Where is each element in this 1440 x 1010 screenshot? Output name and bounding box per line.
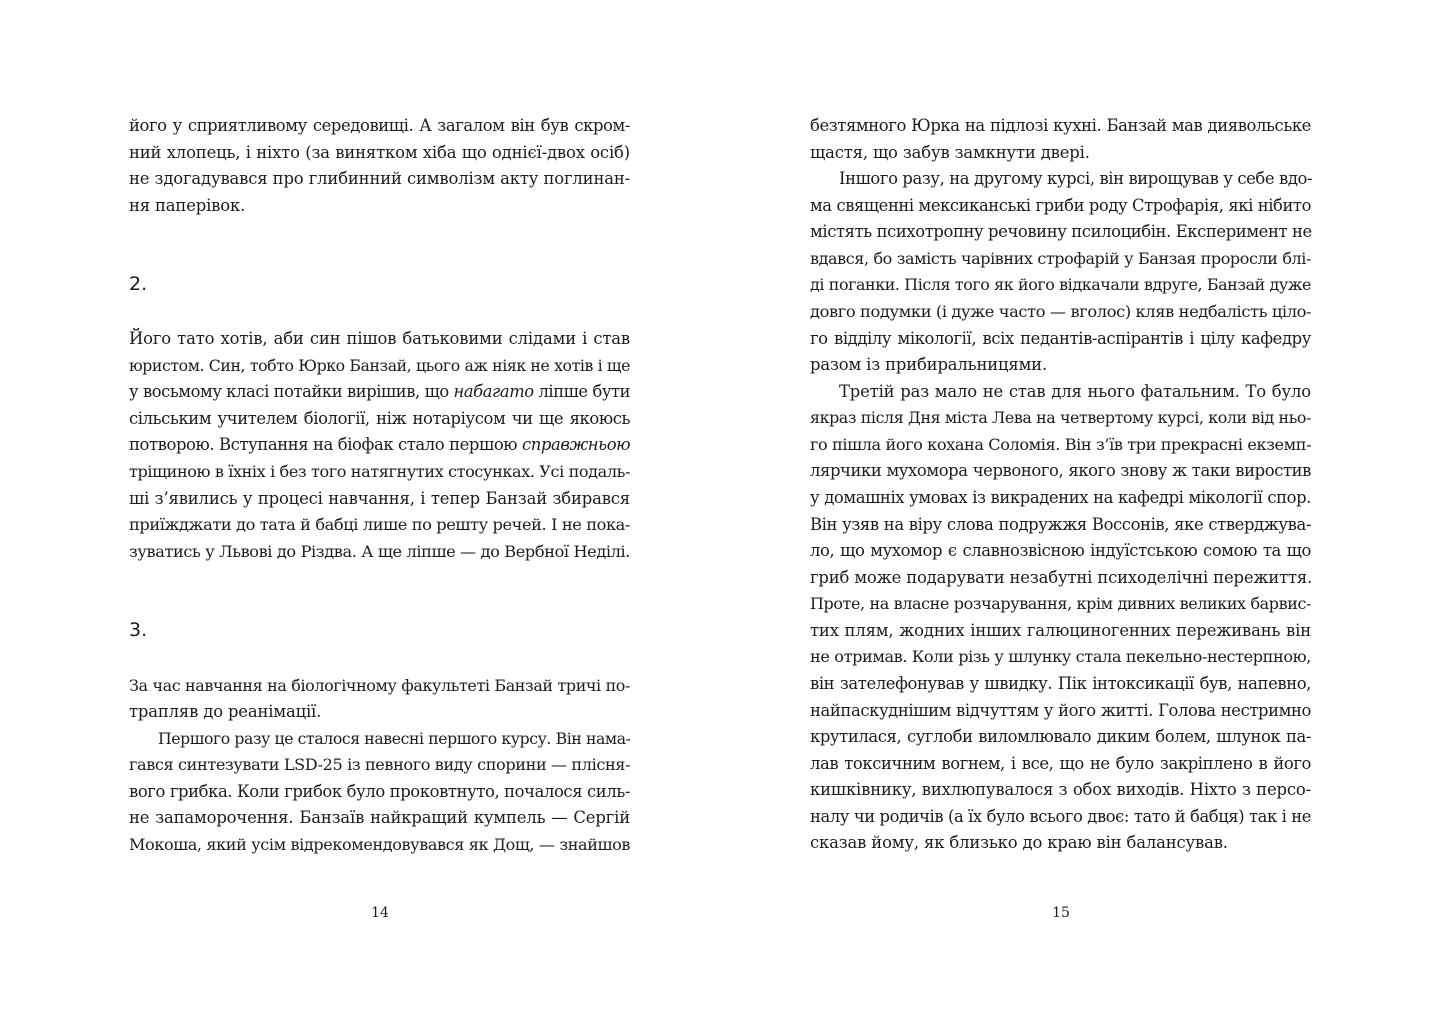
page-number: 14 (371, 905, 389, 921)
text-line: го відділу мікології, всіх педантів-аспірантів і цілу кафедру (810, 329, 1311, 348)
text-line: го пішла його кохана Соломія. Він з’їв три прекрасні екземп- (810, 435, 1312, 454)
text-line: сказав йому, як близько до краю він балансував. (810, 833, 1228, 852)
text-line: кишківнику, вихлюпувалося з обох виходів. Ніхто з персо- (810, 780, 1311, 799)
text-line: він зателефонував у швидку. Пік інтоксикації був, напевно, (810, 674, 1311, 693)
text-line: його у сприятливому середовищі. А загалом він був скром- (129, 116, 630, 135)
text-line: лярчики мухомора червоного, якого знову ж таки виростив (810, 461, 1311, 480)
text-line: якраз після Дня міста Лева на четвертому курсі, коли від ньо- (810, 408, 1311, 427)
text-line: трапляв до реанімації. (129, 702, 322, 721)
text-line: ло, що мухомор є славнозвісною індуїстською сомою та що (810, 541, 1311, 560)
text-line: вого грибка. Коли грибок було проковтнуто, почалося силь- (129, 782, 630, 801)
text-line: гриб може подарувати незабутні психоделічні пережиття. (810, 568, 1313, 587)
text-line: найпаскуднішим відчуттям у його житті. Голова нестримно (810, 701, 1311, 720)
text-line (129, 431, 630, 458)
text-line: налу чи родичів (а їх було всього двоє: тато й бабця) так і не (810, 807, 1311, 826)
emphasis: справжньою (522, 435, 631, 454)
text-line: Він узяв на віру слова подружжя Воссонів, яке стверджува- (810, 515, 1311, 534)
text-line: Іншого разу, на другому курсі, він вирощував у себе вдо- (839, 169, 1313, 188)
text-line: Третій раз мало не став для нього фатальним. То було (839, 382, 1311, 401)
text-line: Його тато хотів, аби син пішов батьковими слідами і став (129, 329, 630, 348)
text-line: ний хлопець, і ніхто (за винятком хіба що однієї-двох осіб) (129, 143, 630, 162)
text-run: ліпше бути (533, 382, 631, 401)
text-line: лав токсичним вогнем, і все, що не було закріплено в його (810, 754, 1311, 773)
text-line: не отримав. Коли різь у шлунку стала пекельно-нестерпною, (810, 647, 1311, 666)
text-line: вдався, бо замість чарівних строфарій у Банзая проросли блі- (810, 249, 1311, 268)
text-line: ня паперівок. (129, 196, 246, 215)
text-line: не здогадувався про глибинний символізм акту поглинан- (129, 169, 630, 188)
text-line: щастя, що забув замкнути двері. (810, 143, 1090, 162)
text-line: юристом. Син, тобто Юрко Банзай, цього аж ніяк не хотів і ще (129, 356, 630, 375)
text-line: тріщиною в їхніх і без того натягнутих стосунках. Усі подаль- (129, 462, 630, 481)
text-line: тих плям, жодних інших галюциногенних переживань він (810, 621, 1311, 640)
text-line: зуватись у Львові до Різдва. А ще ліпше — до Вербної Неділі. (129, 542, 630, 561)
right-page (720, 0, 1440, 1010)
section-heading: 3. (129, 619, 148, 641)
text-line: ді поганки. Після того як його відкачали вдруге, Банзай дуже (810, 275, 1311, 294)
text-line: довго подумки (і дуже часто — вголос) кляв недбалість ціло- (810, 302, 1312, 321)
text-line: ші з’явились у процесі навчання, і тепер Банзай збирався (129, 489, 630, 508)
text-line: Проте, на власне розчарування, крім дивних великих барвис- (810, 594, 1311, 613)
text-line: у домашніх умовах із викрадених на кафедрі мікології спор. (810, 488, 1311, 507)
section-heading: 2. (129, 273, 148, 295)
text-line: містять психотропну речовину псилоцибін. Експеримент не (810, 222, 1312, 241)
text-run: потворою. Вступання на біофак стало першою (129, 435, 522, 454)
text-line: сільським учителем біології, ніж нотаріусом чи ще якоюсь (129, 409, 630, 428)
emphasis: набагато (453, 382, 534, 401)
text-line: За час навчання на біологічному факультеті Банзай тричі по- (129, 676, 630, 695)
text-line (129, 378, 630, 405)
text-line: ма священні мексиканські гриби роду Строфарія, які нібито (810, 196, 1311, 215)
text-line: разом із прибиральницями. (810, 355, 1048, 374)
text-line: приїжджати до тата й бабці лише по решту речей. І не пока- (129, 515, 630, 534)
text-line: Першого разу це сталося навесні першого курсу. Він нама- (158, 729, 631, 748)
text-line: не запаморочення. Банзаїв найкращий кумпель — Сергій (129, 808, 630, 827)
page-number: 15 (1052, 905, 1070, 921)
text-line: гався синтезувати LSD-25 із певного виду спорини — плісня- (129, 755, 631, 774)
text-line: Мокоша, який усім відрекомендовувався як Дощ, — знайшов (129, 835, 630, 854)
text-line: безтямного Юрка на підлозі кухні. Банзай мав диявольське (810, 116, 1311, 135)
text-run: у восьмому класі потайки вирішив, що (129, 382, 454, 401)
text-line: крутилася, суглоби виломлювало диким болем, шлунок па- (810, 727, 1311, 746)
